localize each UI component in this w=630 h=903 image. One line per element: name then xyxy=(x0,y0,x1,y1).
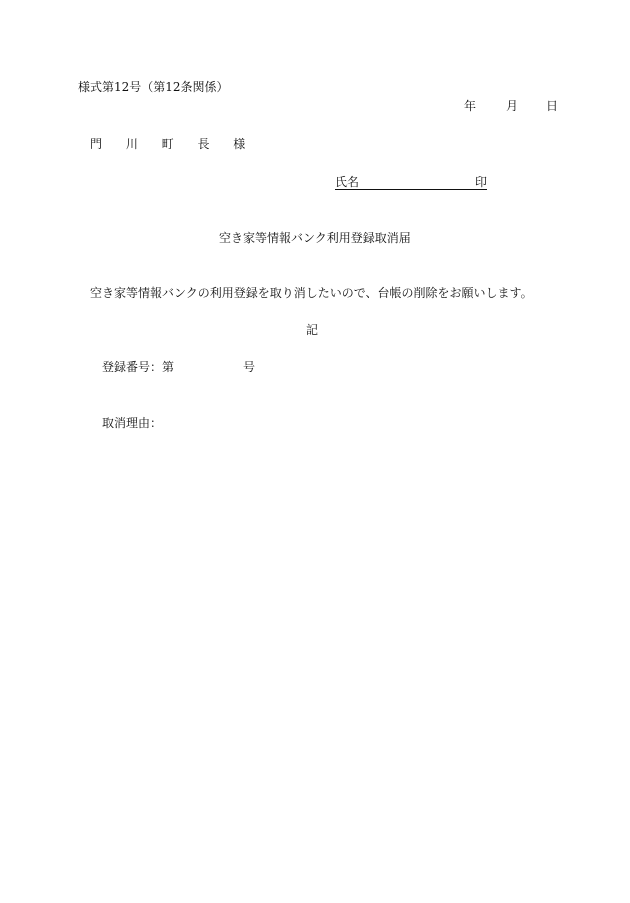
signature-line xyxy=(335,176,487,190)
date-line xyxy=(464,100,558,112)
cancel-reason-label: 取消理由： xyxy=(102,416,163,430)
date-year-label: 年 xyxy=(464,99,477,113)
request-text: 空き家等情報バンクの利用登録を取り消したいので、台帳の削除をお願いします。 xyxy=(90,286,533,300)
form-number: 様式第12号（第12条関係） xyxy=(78,80,229,94)
document-title: 空き家等情報バンク利用登録取消届 xyxy=(219,231,411,245)
name-label: 氏名 xyxy=(335,175,360,189)
date-day-label: 日 xyxy=(546,99,559,113)
addressee: 門 川 町 長 様 xyxy=(90,137,256,151)
registration-number-label: 登録番号： xyxy=(102,360,163,374)
seal-label: 印 xyxy=(474,175,487,189)
registration-number-prefix: 第 xyxy=(162,360,175,374)
date-month-label: 月 xyxy=(506,99,519,113)
registration-number-suffix: 号 xyxy=(243,360,256,374)
ki-heading: 記 xyxy=(306,323,319,337)
